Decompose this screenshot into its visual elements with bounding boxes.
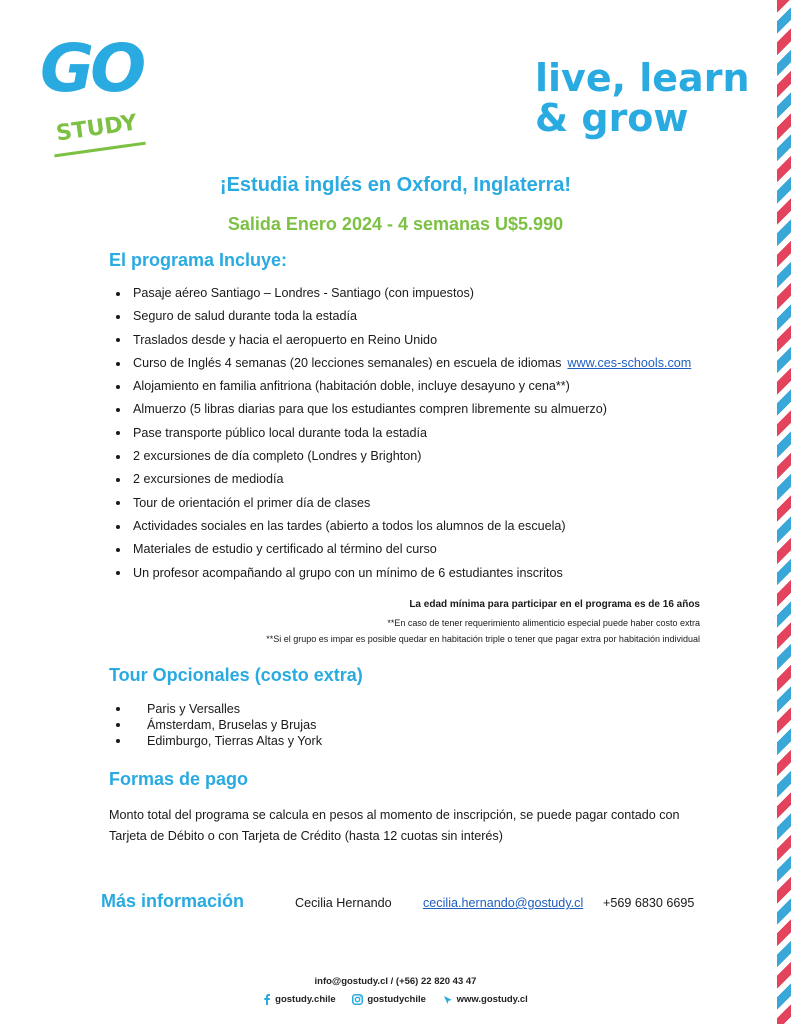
food-note: **En caso de tener requerimiento alimenticio especial puede haber costo extra bbox=[387, 618, 700, 628]
more-info-heading: Más información bbox=[101, 891, 245, 911]
tagline-line-1: live, learn bbox=[535, 56, 750, 100]
list-item: 2 excursiones de mediodía bbox=[110, 468, 691, 491]
payment-heading: Formas de pago bbox=[109, 769, 249, 789]
web-icon bbox=[443, 995, 453, 1005]
optional-tours-heading: Tour Opcionales (costo extra) bbox=[109, 665, 363, 685]
contact-phone: +569 6830 6695 bbox=[603, 896, 695, 910]
tagline-line-2: & grow bbox=[535, 96, 689, 140]
tagline bbox=[535, 58, 750, 138]
footer-social bbox=[0, 994, 791, 1005]
list-item: Un profesor acompañando al grupo con un mínimo de 6 estudiantes inscritos bbox=[110, 562, 691, 585]
contact-email-link[interactable]: cecilia.hernando@gostudy.cl bbox=[423, 896, 584, 910]
instagram-icon bbox=[352, 994, 363, 1005]
payment-text: Monto total del programa se calcula en pesos al momento de inscripción, se puede pagar contado con Tarjeta de Débito o con Tarjeta de Crédito (hasta 12 cuotas sin interés) bbox=[109, 808, 680, 843]
age-note: La edad mínima para participar en el programa es de 16 años bbox=[409, 599, 700, 610]
list-item: Edimburgo, Tierras Altas y York bbox=[110, 733, 322, 749]
includes-heading: El programa Incluye: bbox=[109, 250, 288, 270]
list-item: Ámsterdam, Bruselas y Brujas bbox=[110, 717, 322, 733]
airmail-stripe-border bbox=[777, 0, 791, 1024]
footer-web[interactable]: www.gostudy.cl bbox=[443, 994, 528, 1005]
list-item: Pasaje aéreo Santiago – Londres - Santiago (con impuestos) bbox=[110, 282, 691, 305]
page-subtitle: Salida Enero 2024 - 4 semanas U$5.990 bbox=[227, 214, 564, 234]
optional-tours-list bbox=[110, 701, 322, 749]
list-item: Tour de orientación el primer día de clases bbox=[110, 492, 691, 515]
includes-list bbox=[110, 282, 691, 585]
school-link[interactable]: www.ces-schools.com bbox=[567, 355, 692, 370]
logo-go-text: GO bbox=[40, 30, 143, 107]
list-item: Materiales de estudio y certificado al término del curso bbox=[110, 538, 691, 561]
list-item: Traslados desde y hacia el aeropuerto en Reino Unido bbox=[110, 329, 691, 352]
list-item: Seguro de salud durante toda la estadía bbox=[110, 305, 691, 328]
footer-facebook[interactable]: gostudy.chile bbox=[263, 994, 336, 1005]
list-item: Actividades sociales en las tardes (abierto a todos los alumnos de la escuela) bbox=[110, 515, 691, 538]
footer-contact-line: info@gostudy.cl / (+56) 22 820 43 47 bbox=[314, 976, 477, 987]
list-item: Almuerzo (5 libras diarias para que los estudiantes compren libremente su almuerzo) bbox=[110, 398, 691, 421]
contact-name: Cecilia Hernando bbox=[295, 896, 392, 910]
list-item: Pase transporte público local durante toda la estadía bbox=[110, 422, 691, 445]
logo-study-text: STUDY bbox=[54, 110, 139, 147]
room-note: **Si el grupo es impar es posible quedar en habitación triple o tener que pagar extra por habitación individual bbox=[266, 634, 700, 644]
page-title: ¡Estudia inglés en Oxford, Inglaterra! bbox=[219, 174, 572, 196]
list-item: Paris y Versalles bbox=[110, 701, 322, 717]
list-item: Curso de Inglés 4 semanas (20 lecciones semanales) en escuela de idiomas www.ces-schools.com bbox=[110, 352, 691, 375]
facebook-icon bbox=[263, 994, 271, 1005]
gostudy-logo bbox=[40, 30, 170, 166]
list-item: 2 excursiones de día completo (Londres y Brighton) bbox=[110, 445, 691, 468]
footer-instagram[interactable]: gostudychile bbox=[352, 994, 426, 1005]
list-item: Alojamiento en familia anfitriona (habitación doble, incluye desayuno y cena**) bbox=[110, 375, 691, 398]
